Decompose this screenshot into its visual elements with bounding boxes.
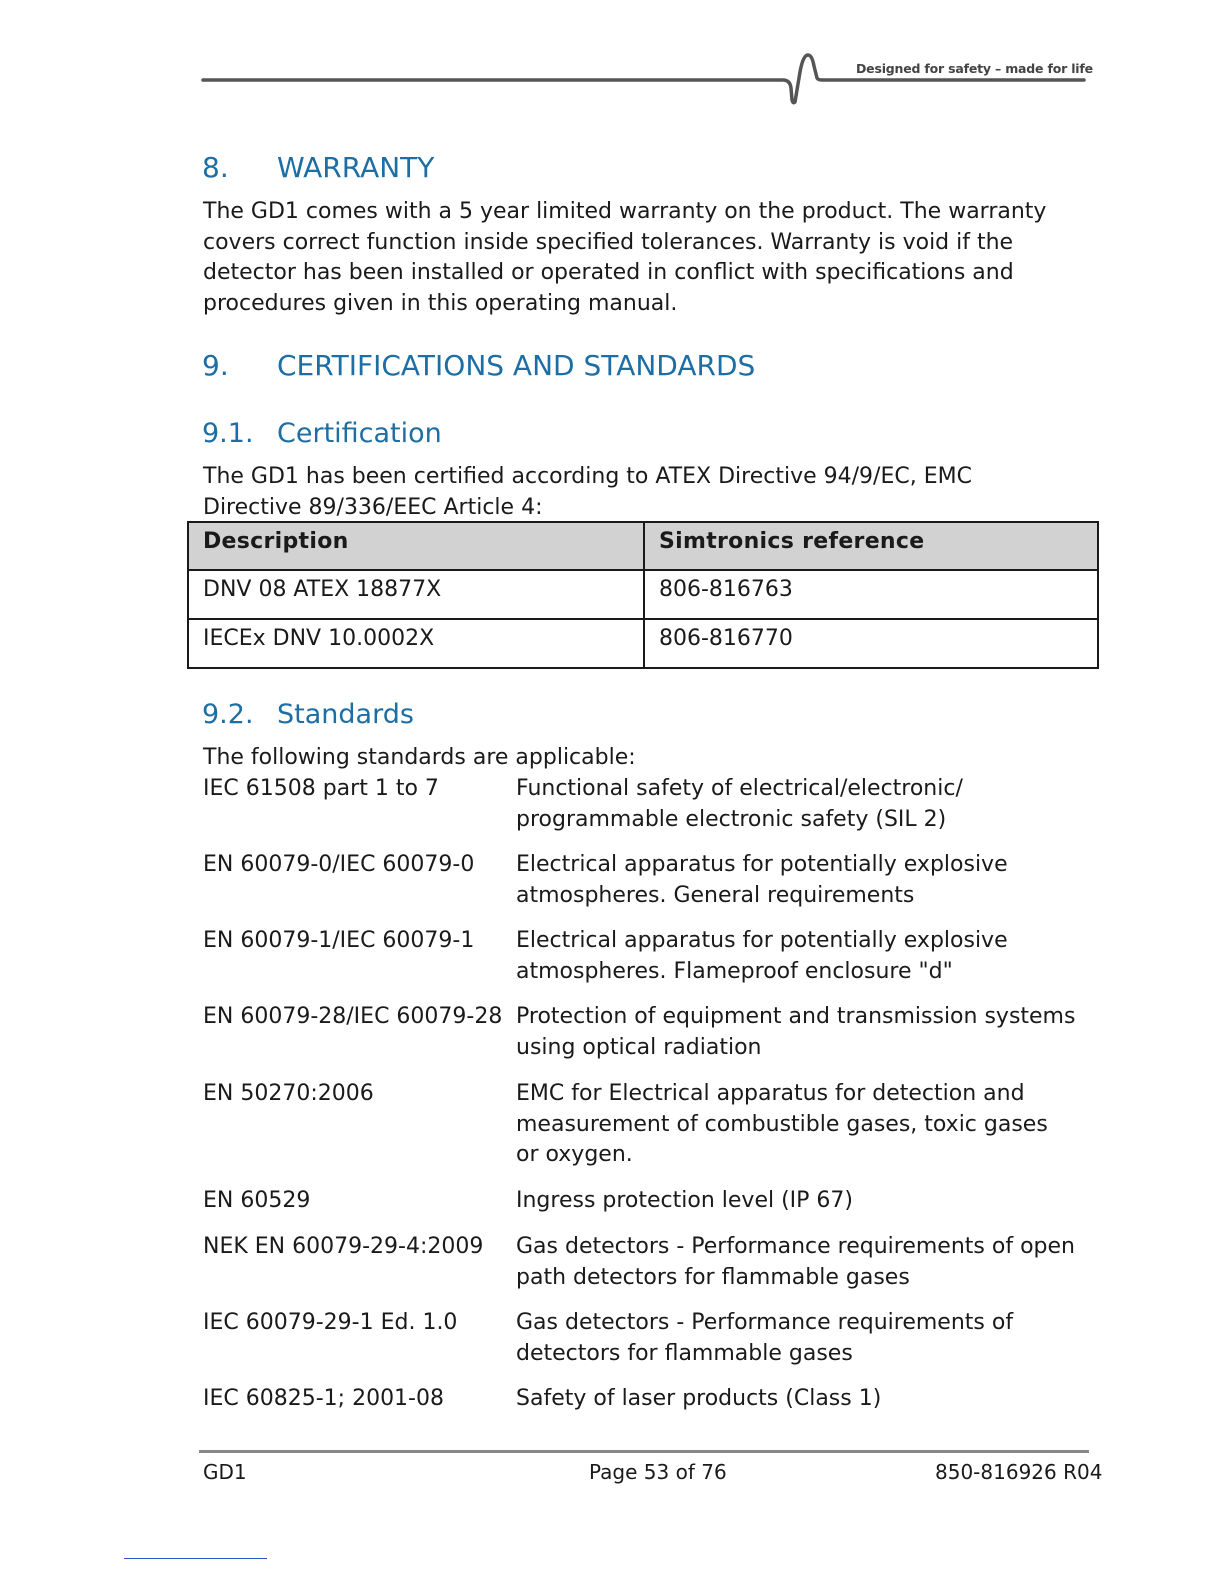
standard-code: NEK EN 60079-29-4:2009 xyxy=(203,1234,484,1259)
footer-rule xyxy=(199,1450,1089,1453)
section-number: 9. xyxy=(202,349,229,382)
standard-description: Ingress protection level (IP 67) xyxy=(516,1188,854,1213)
section-title: WARRANTY xyxy=(277,151,435,184)
table-cell: 806-816770 xyxy=(644,619,1098,668)
header-tagline: Designed for safety – made for life xyxy=(856,61,1093,76)
standard-code: EN 50270:2006 xyxy=(203,1081,374,1106)
table-cell: 806-816763 xyxy=(644,570,1098,619)
standard-code: EN 60529 xyxy=(203,1188,311,1213)
subsection-heading-standards xyxy=(202,699,802,739)
certification-paragraph: The GD1 has been certified according to ATEX Directive 94/9/EC, EMC Directive 89/336/EEC Article 4: xyxy=(203,464,972,520)
table-row xyxy=(188,619,1098,668)
subsection-heading-certification xyxy=(202,418,802,458)
warranty-paragraph: The GD1 comes with a 5 year limited warranty on the product. The warranty covers correct function inside specified tolerances. Warranty is void if the detector has been installed or operated in conflict with specifications and procedures given in this operating manual. xyxy=(203,199,1047,316)
standard-description: Electrical apparatus for potentially explosive atmospheres. Flameproof enclosure "d" xyxy=(516,928,1008,984)
table-header-description: Description xyxy=(188,522,644,570)
subsection-title: Certification xyxy=(277,418,442,449)
bottom-underline xyxy=(124,1558,267,1559)
section-title: CERTIFICATIONS AND STANDARDS xyxy=(277,349,756,382)
section-heading-certifications xyxy=(202,349,1002,389)
footer-page-number: Page 53 of 76 xyxy=(589,1460,727,1484)
footer-document-id: 850-816926 R04 xyxy=(935,1460,1103,1484)
subsection-title: Standards xyxy=(277,699,414,730)
subsection-number: 9.2. xyxy=(202,699,254,730)
table-row xyxy=(188,570,1098,619)
table-cell: IECEx DNV 10.0002X xyxy=(188,619,644,668)
table-header-row xyxy=(188,522,1098,570)
subsection-number: 9.1. xyxy=(202,418,254,449)
standard-description: EMC for Electrical apparatus for detection and measurement of combustible gases, toxic gases or oxygen. xyxy=(516,1081,1048,1167)
standard-code: IEC 60079-29-1 Ed. 1.0 xyxy=(203,1310,458,1335)
footer-product: GD1 xyxy=(203,1460,247,1484)
standard-code: IEC 60825-1; 2001-08 xyxy=(203,1386,444,1411)
table-cell: DNV 08 ATEX 18877X xyxy=(188,570,644,619)
standard-description: Gas detectors - Performance requirements of open path detectors for flammable gases xyxy=(516,1234,1075,1290)
section-heading-warranty xyxy=(202,151,802,191)
standard-description: Functional safety of electrical/electronic/ programmable electronic safety (SIL 2) xyxy=(516,776,963,832)
standards-intro: The following standards are applicable: xyxy=(203,745,636,770)
standard-code: IEC 61508 part 1 to 7 xyxy=(203,776,439,801)
standard-description: Gas detectors - Performance requirements of detectors for flammable gases xyxy=(516,1310,1014,1366)
standard-code: EN 60079-28/IEC 60079-28 xyxy=(203,1004,503,1029)
standard-code: EN 60079-1/IEC 60079-1 xyxy=(203,928,475,953)
table-header-reference: Simtronics reference xyxy=(644,522,1098,570)
standard-description: Electrical apparatus for potentially explosive atmospheres. General requirements xyxy=(516,852,1008,908)
standard-description: Safety of laser products (Class 1) xyxy=(516,1386,882,1411)
standard-code: EN 60079-0/IEC 60079-0 xyxy=(203,852,475,877)
section-number: 8. xyxy=(202,151,229,184)
standard-description: Protection of equipment and transmission systems using optical radiation xyxy=(516,1004,1076,1060)
certification-table xyxy=(187,521,1099,669)
